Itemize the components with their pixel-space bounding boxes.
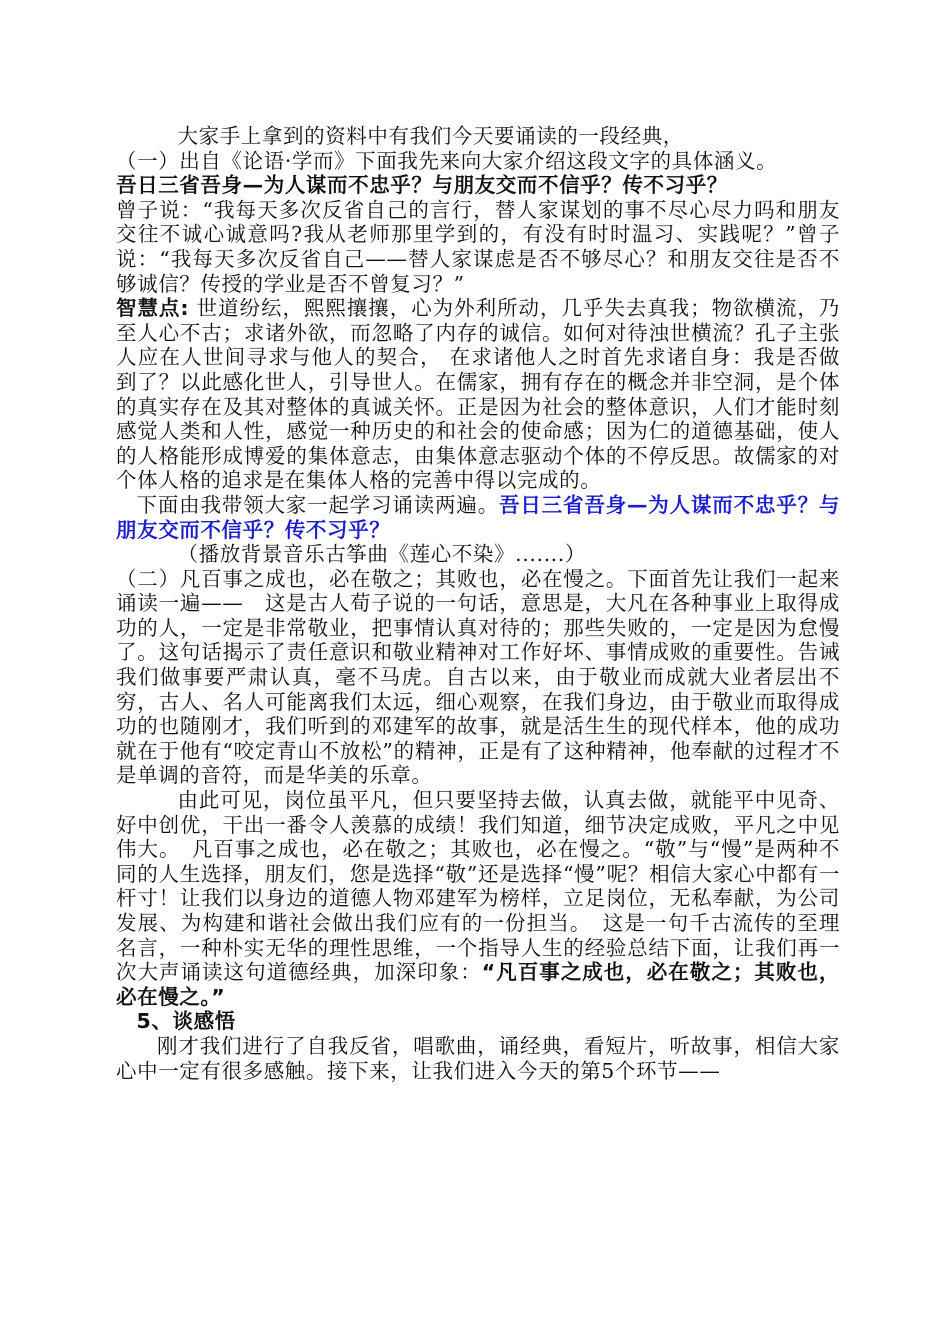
conclusion-quote-bold: “凡百事之成也，必在敬之；其败也，必在慢之。”: [116, 960, 840, 1009]
wisdom-text: 世道纷纭，熙熙攘攘，心为外利所动，几乎失去真我；物欲横流，乃至人心不古；求诸外欲，而忽略了内存的诚信。如何对待浊世横流？孔子主张人应在人世间寻求与他人的契合， 在求诸他人之时首先求诸自身：我是否做到了？以此感化世人，引导世人。在儒家，拥有存在的概念并非空洞，是个体的真实存在及其对整体的真诚关怀。正是因为社会的整体意识，人们才能时刻感觉人类和人性，感觉一种历史的和社会的使命感；因为仁的道德基础，使人的人格能形成博爱的集体意志，由集体意志驱动个体的不停反思。故儒家的对个体人格的追求是在集体人格的完善中得以完成的。: [116, 296, 840, 493]
recite-paragraph: [116, 493, 840, 542]
wisdom-paragraph: [116, 296, 840, 493]
zengzi-explanation: 曾子说：“我每天多次反省自己的言行，替人家谋划的事不尽心尽力吗和朋友交往不诚心诚意吗?我从老师那里学到的，有没有时时温习、实践呢？”曾子说：“我每天多次反省自己——替人家谋虑是否不够尽心？和朋友交往是否不够诚信？传授的学业是否不曾复习？”: [116, 197, 840, 296]
music-note: （播放背景音乐古筝曲《莲心不染》.......）: [177, 542, 587, 567]
conclusion-text: 由此可见，岗位虽平凡，但只要坚持去做，认真去做，就能平中见奇、好中创优，干出一番令人羡慕的成绩！我们知道，细节决定成败，平凡之中见伟大。 凡百事之成也，必在敬之；其败也，必在慢之。“敬”与“慢”是两种不同的人生选择，朋友们，您是选择“敬”还是选择“慢”呢？相信大家心中都有一杆寸！让我们以身边的道德人物邓建军为榜样，立足岗位，无私奉献，为公司发展、为构建和谐社会做出我们应有的一份担当。 这是一句千古流传的至理名言，一种朴实无华的理性思维，一个指导人生的经验总结下面，让我们再一次大声诵读这句道德经典，加深印象：: [116, 788, 840, 985]
section-heading-5: 5、谈感悟: [136, 1009, 236, 1034]
reflection-paragraph: 刚才我们进行了自我反省，唱歌曲，诵经典，看短片，听故事，相信大家心中一定有很多感触。接下来，让我们进入今天的第5个环节——: [116, 1033, 840, 1083]
conclusion-paragraph: [116, 788, 840, 1009]
section-two-paragraph: （二）凡百事之成也，必在敬之；其败也，必在慢之。下面首先让我们一起来诵读一遍—— 这是古人荀子说的一句话，意思是，大凡在各种事业上取得成功的人，一定是非常敬业，把事情认真对待的；那些失败的，一定是因为怠慢了。这句话揭示了责任意识和敬业精神对工作好坏、事情成败的重要性。告诫我们做事要严肃认真，毫不马虎。自古以来，由于敬业而成就大业者层出不穷，古人、名人可能离我们太远，细心观察，在我们身边，由于敬业而取得成功的也随刚才，我们听到的邓建军的故事，就是活生生的现代样本，他的成功就在于他有“咬定青山不放松”的精神，正是有了这种精神，他奉献的过程才不是单调的音符，而是华美的乐章。: [116, 566, 840, 788]
recite-lead: 下面由我带领大家一起学习诵读两遍。: [136, 492, 500, 517]
section-one-intro: （一）出自《论语·学而》下面我先来向大家介绍这段文字的具体涵义。: [116, 148, 778, 173]
document-body: [116, 124, 840, 1083]
recite-quote-blue: 吾日三省吾身—为人谋而不忠乎？与朋友交而不信乎？传不习乎？: [116, 492, 840, 542]
classic-quote-bold: 吾日三省吾身—为人谋而不忠乎？与朋友交而不信乎？传不习乎？: [116, 173, 728, 198]
wisdom-label: 智慧点:: [116, 296, 190, 321]
intro-paragraph: 大家手上拿到的资料中有我们今天要诵读的一段经典，: [177, 124, 684, 148]
